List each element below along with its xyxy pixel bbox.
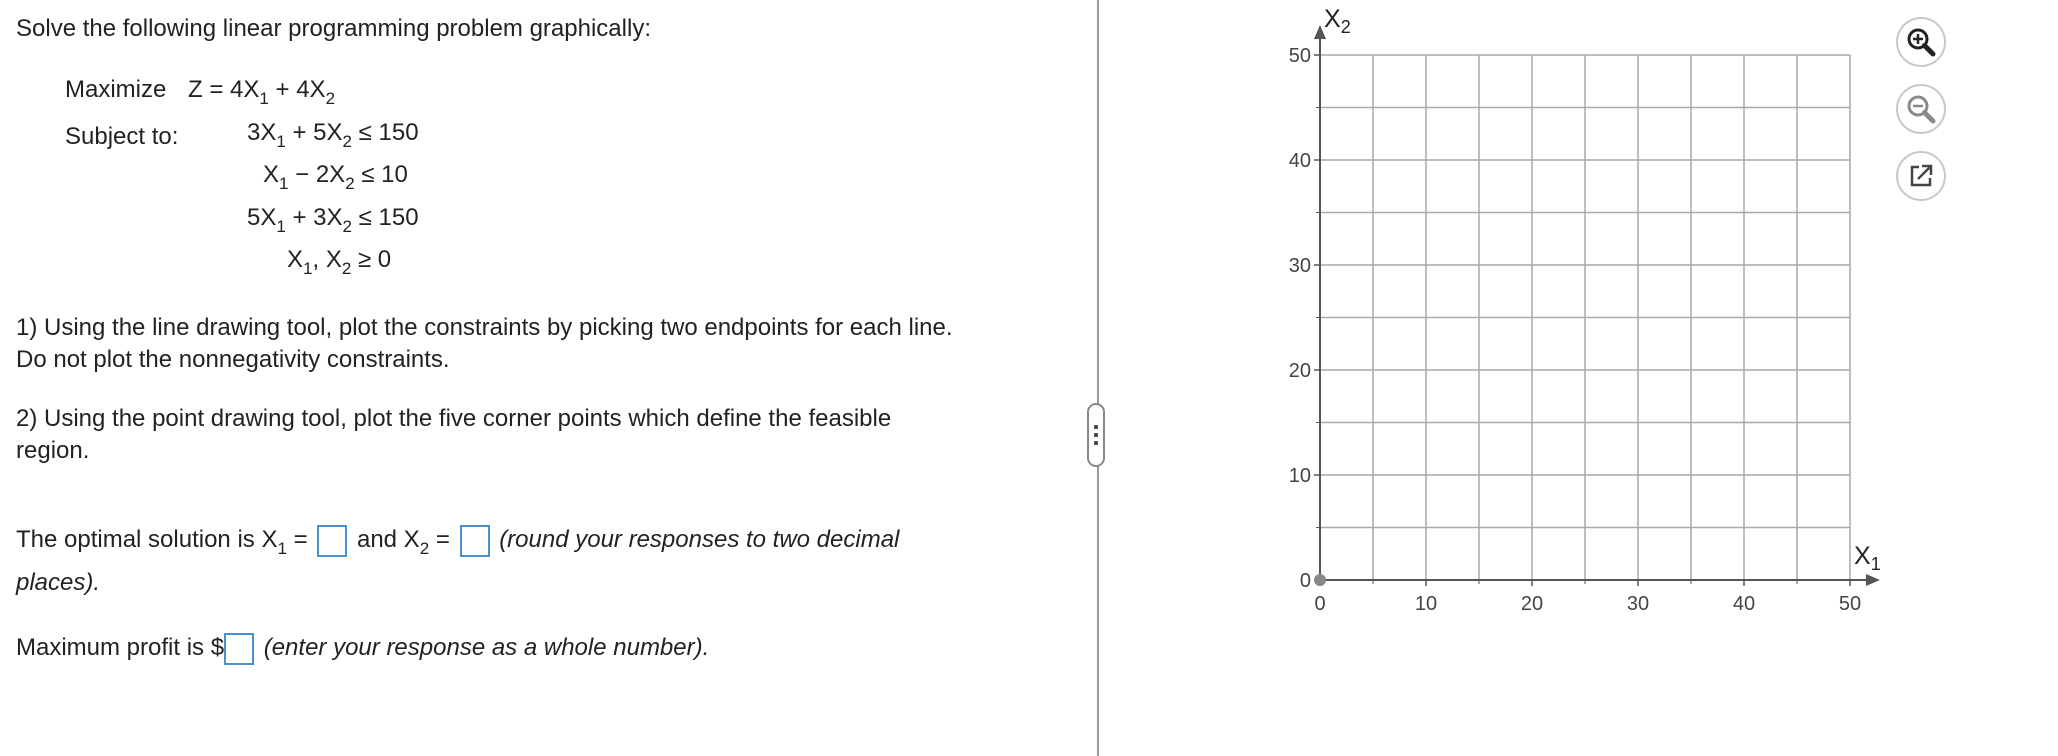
round-note-cont: places). bbox=[16, 569, 101, 596]
y-axis-label: $X_2$ bbox=[1324, 5, 1351, 37]
popout-button[interactable] bbox=[1896, 151, 1946, 201]
maximize-label: Maximize bbox=[65, 76, 167, 103]
x-tick-label: 20 bbox=[1520, 593, 1544, 615]
zoom-out-button[interactable] bbox=[1896, 84, 1946, 134]
graph-grid bbox=[1320, 55, 1850, 580]
subject-to-label: Subject to: bbox=[65, 123, 179, 150]
instruction-step1-line2: Do not plot the nonnegativity constraints. bbox=[16, 346, 450, 373]
zoom-in-icon bbox=[1904, 25, 1938, 59]
instruction-step1-line1: 1) Using the line drawing tool, plot the constraints by picking two endpoints for each line. bbox=[16, 314, 953, 341]
y-tick-label: 40 bbox=[1288, 150, 1311, 172]
profit-answer-input[interactable] bbox=[224, 633, 254, 665]
problem-intro: Solve the following linear programming problem graphically: bbox=[16, 15, 651, 42]
max-profit-line: Maximum profit is $ (enter your response as a whole number). bbox=[16, 632, 709, 665]
x-axis-arrow bbox=[1866, 574, 1880, 586]
x-tick-label: 50 bbox=[1838, 593, 1862, 615]
panel-divider[interactable] bbox=[1097, 0, 1099, 756]
optimal-solution-line: The optimal solution is $X_1$ = and $X_2$ = (round your responses to two decimal bbox=[16, 526, 900, 558]
graph-ticks bbox=[1289, 45, 1861, 615]
constraint-3: $5X_1 + 3X_2 \le 150$ bbox=[247, 204, 419, 236]
x-tick-label: 40 bbox=[1732, 593, 1756, 615]
y-tick-label: 10 bbox=[1288, 465, 1311, 487]
objective-function: $Z = 4X_1 + 4X_2$ bbox=[188, 76, 336, 108]
x-tick-label: 10 bbox=[1414, 593, 1438, 615]
x-tick-label: 30 bbox=[1626, 593, 1650, 615]
x-axis-label: $X_1$ bbox=[1854, 542, 1881, 574]
y-tick-label: 20 bbox=[1288, 360, 1311, 382]
instruction-step2-line2: region. bbox=[16, 437, 90, 464]
y-tick-label: 50 bbox=[1288, 45, 1311, 67]
zoom-in-button[interactable] bbox=[1896, 17, 1946, 67]
origin-point bbox=[1314, 574, 1326, 586]
x2-answer-input[interactable] bbox=[460, 525, 490, 557]
constraint-2: $X_1 - 2X_2 \le 10$ bbox=[263, 161, 408, 193]
x-tick-label: 0 bbox=[1314, 593, 1326, 615]
y-tick-label: 0 bbox=[1299, 570, 1311, 592]
graph-axes bbox=[1314, 25, 1880, 586]
instruction-step2-line1: 2) Using the point drawing tool, plot the five corner points which define the feasible bbox=[16, 405, 892, 432]
y-tick-label: 30 bbox=[1288, 255, 1311, 277]
zoom-out-icon bbox=[1904, 92, 1938, 126]
lp-graph[interactable] bbox=[1260, 0, 1920, 640]
divider-drag-handle[interactable] bbox=[1087, 403, 1105, 467]
popout-icon bbox=[1906, 161, 1936, 191]
constraint-1: $3X_1 + 5X_2 \le 150$ bbox=[247, 119, 419, 151]
constraint-nonnegativity: $X_1$, $X_2 \ge 0$ bbox=[287, 246, 392, 278]
x1-answer-input[interactable] bbox=[317, 525, 347, 557]
